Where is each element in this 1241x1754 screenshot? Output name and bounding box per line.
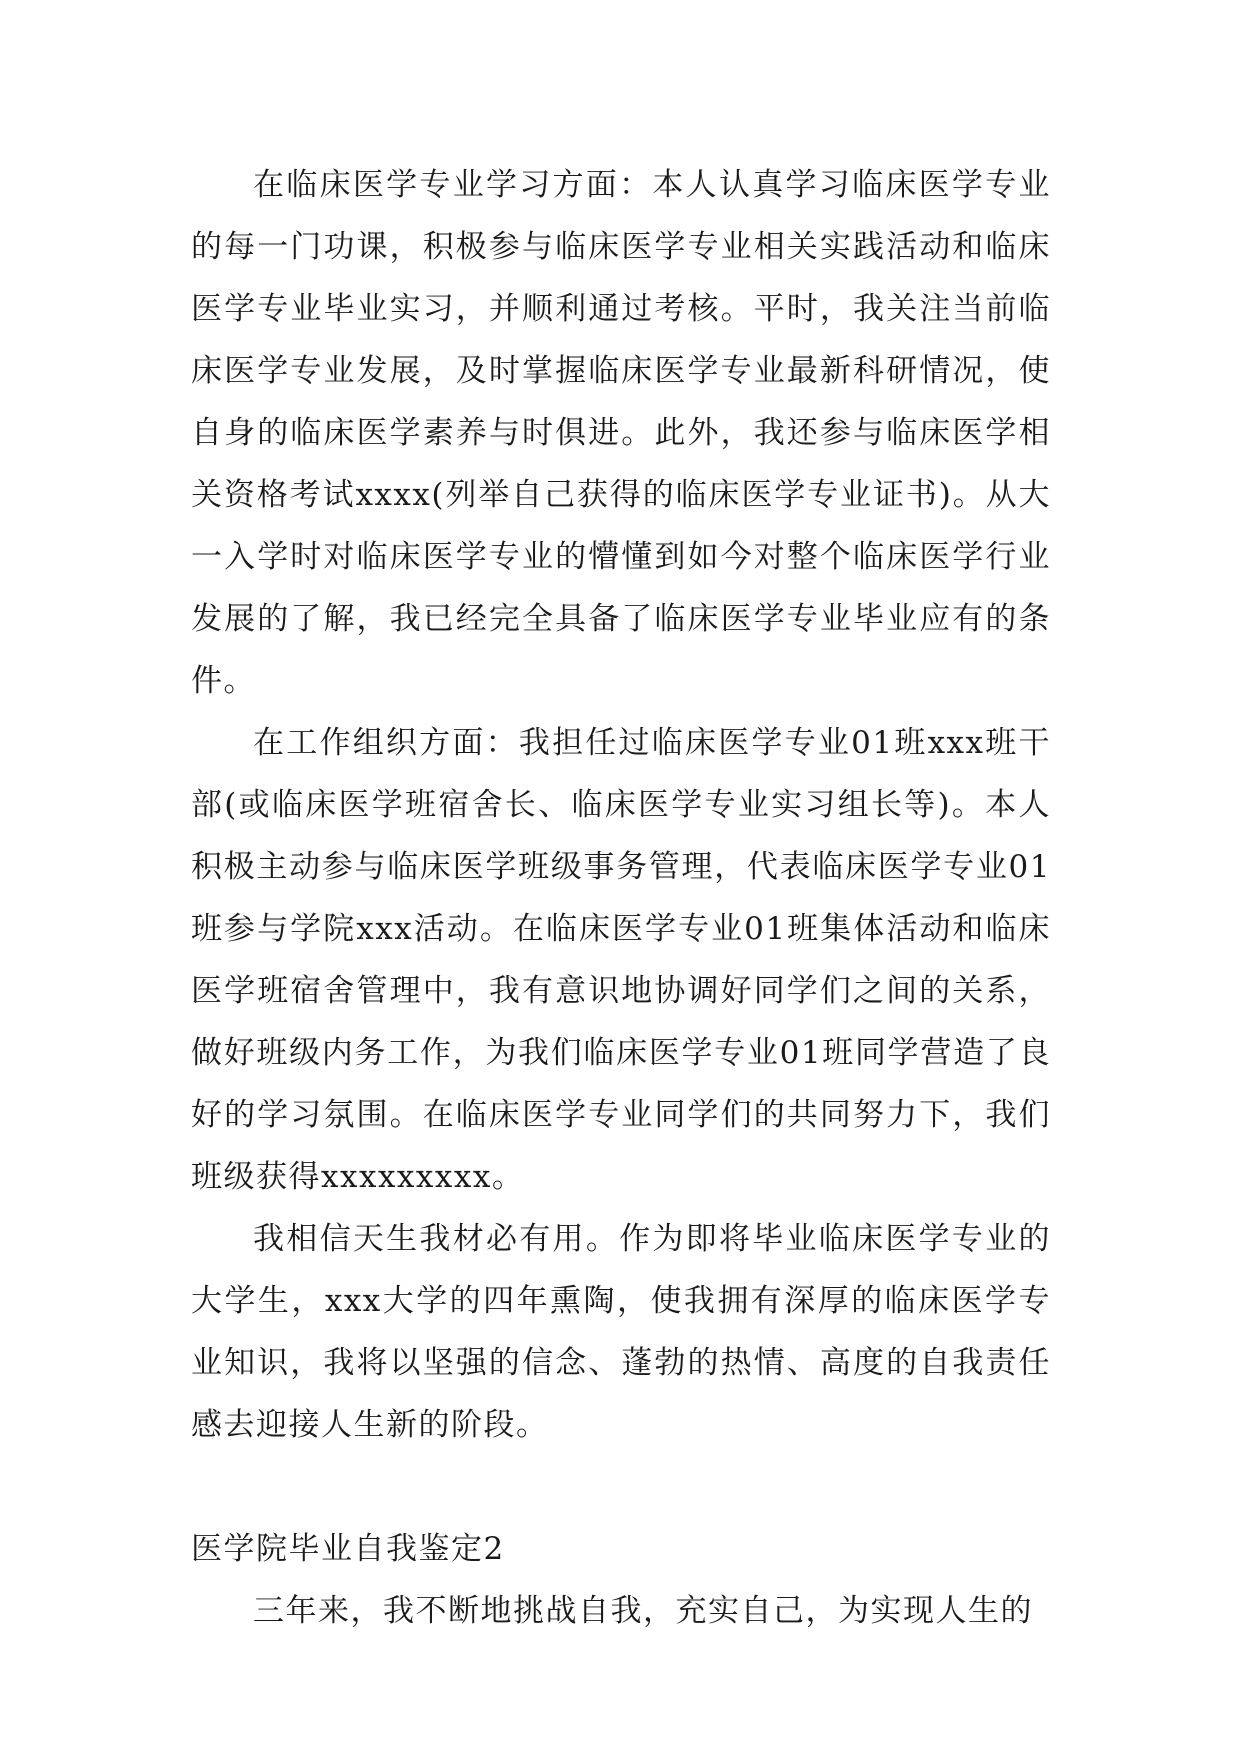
section-heading: 医学院毕业自我鉴定2 (191, 1531, 505, 1567)
paragraph-study: 在临床医学专业学习方面：本人认真学习临床医学专业的每一门功课，积极参与临床医学专业相关实践活动和临床医学专业毕业实习，并顺利通过考核。平时，我关注当前临床医学专业发展，及时掌握临床医学专业最新科研情况，使自身的临床医学素养与时俱进。此外，我还参与临床医学相关资格考试xxxx(列举自己获得的临床医学专业证书)。从大一入学时对临床医学专业的懵懂到如今对整个临床医学行业发展的了解，我已经完全具备了临床医学专业毕业应有的条件。 (191, 167, 1051, 699)
paragraph-conclusion: 我相信天生我材必有用。作为即将毕业临床医学专业的大学生，xxx大学的四年熏陶，使我拥有深厚的临床医学专业知识，我将以坚强的信念、蓬勃的热情、高度的自我责任感去迎接人生新的阶段。 (191, 1221, 1051, 1443)
document-body (191, 154, 1051, 1642)
paragraph-section-start: 三年来，我不断地挑战自我，充实自己，为实现人生的 (253, 1593, 1033, 1629)
paragraph-work-organization: 在工作组织方面：我担任过临床医学专业01班xxx班干部(或临床医学班宿舍长、临床医学专业实习组长等)。本人积极主动参与临床医学班级事务管理，代表临床医学专业01班参与学院xxx活动。在临床医学专业01班集体活动和临床医学班宿舍管理中，我有意识地协调好同学们之间的关系，做好班级内务工作，为我们临床医学专业01班同学营造了良好的学习氛围。在临床医学专业同学们的共同努力下，我们班级获得xxxxxxxxx。 (191, 725, 1051, 1195)
